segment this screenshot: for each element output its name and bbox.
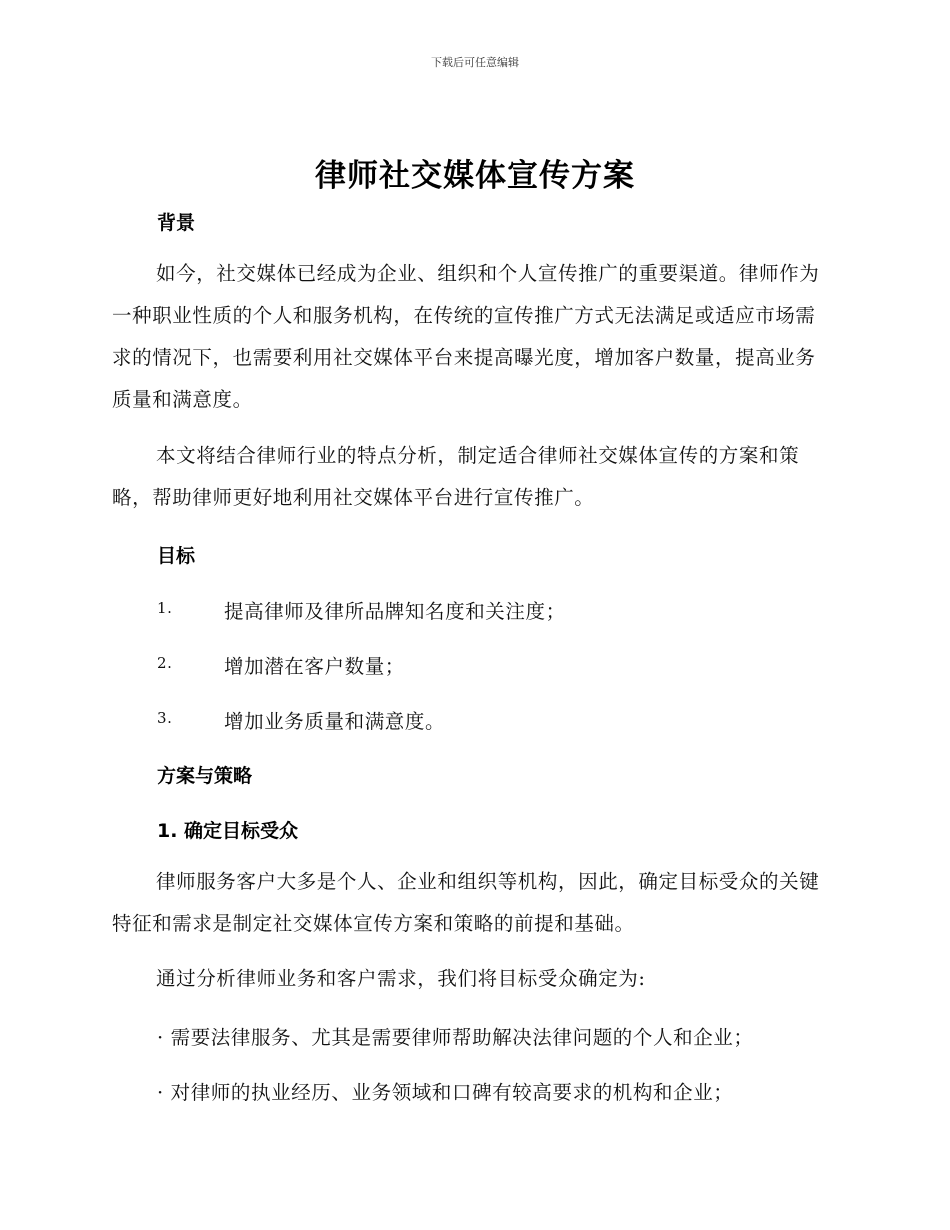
paragraph-background-1: 如今，社交媒体已经成为企业、组织和个人宣传推广的重要渠道。律师作为一种职业性质的个人和服务机构，在传统的宣传推广方式无法满足或适应市场需求的情况下，也需要利用社交媒体平台来提高曝光度，增加客户数量，提高业务质量和满意度。 [112,262,820,411]
bullet-item-2: · 对律师的执业经历、业务领域和口碑有较高要求的机构和企业； [157,1081,734,1104]
heading-goals: 目标 [157,545,196,567]
header-note: 下载后可任意编辑 [431,56,519,69]
goal-number: 1. [157,599,173,617]
paragraph-background-2: 本文将结合律师行业的特点分析，制定适合律师社交媒体宣传的方案和策略，帮助律师更好地利用社交媒体平台进行宣传推广。 [112,444,800,509]
goal-text: 提高律师及律所品牌知名度和关注度； [224,600,566,623]
goal-text: 增加潜在客户数量； [224,655,405,678]
document-title: 律师社交媒体宣传方案 [315,158,635,194]
heading-background: 背景 [157,212,196,234]
paragraph-target-audience-2: 通过分析律师业务和客户需求，我们将目标受众确定为: [156,967,646,990]
paragraph-target-audience-1: 律师服务客户大多是个人、企业和组织等机构，因此，确定目标受众的关键特征和需求是制定社交媒体宣传方案和策略的前提和基础。 [112,870,820,935]
goal-number: 3. [157,709,173,727]
heading-target-audience: 1. 确定目标受众 [157,820,299,842]
goal-text: 增加业务质量和满意度。 [224,710,446,733]
goal-number: 2. [157,654,173,672]
bullet-item-1: · 需要法律服务、尤其是需要律师帮助解决法律问题的个人和企业； [157,1026,754,1049]
heading-strategy: 方案与策略 [157,765,253,787]
